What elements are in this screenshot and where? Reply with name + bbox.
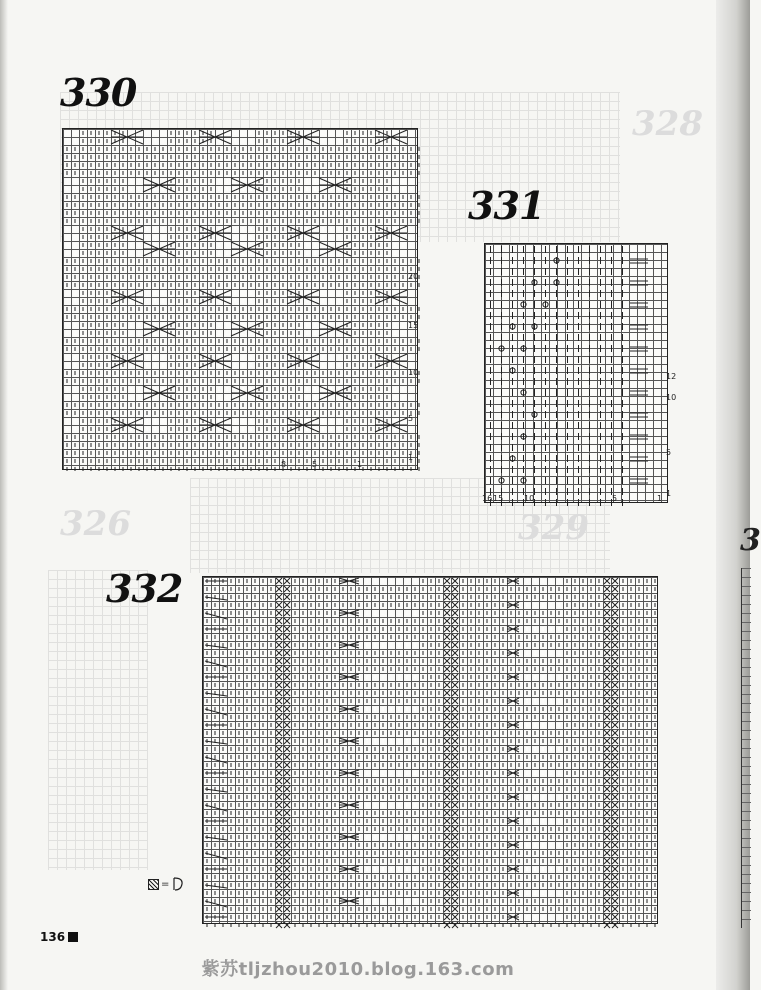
diagonal-stitch-symbol — [205, 693, 227, 696]
diagonal-stitch-symbol — [205, 853, 227, 859]
chart-330-col-8: 8 — [281, 460, 287, 469]
page-number-square-icon — [68, 932, 78, 942]
chart-330-grid — [62, 128, 418, 470]
diagonal-stitch-symbol — [205, 837, 227, 840]
ghost-label-326: 326 — [60, 504, 131, 544]
diagonal-stitch-symbol — [205, 901, 227, 907]
next-chart-number-edge: 3 — [740, 523, 761, 558]
chart-330-stitch-symbols — [63, 129, 417, 469]
chart-330-col-1: 1 — [357, 460, 363, 469]
chart-331-col-10: 10 — [524, 494, 535, 503]
chart-330-title: 330 — [60, 70, 137, 115]
ghost-label-328: 328 — [632, 104, 703, 144]
blog-watermark: 紫苏tljzhou2010.blog.163.com — [201, 959, 515, 980]
chart-330-row-5: 5 — [408, 414, 414, 423]
chart-330-row-15: 15 — [408, 321, 419, 330]
chart-331-title: 331 — [468, 183, 545, 228]
page-number-text: 136 — [40, 930, 66, 944]
diagonal-stitch-symbol — [205, 789, 227, 792]
diagonal-stitch-symbol — [205, 709, 227, 715]
chart-331-col-15: 15 — [493, 494, 504, 503]
chart-331-stitch-symbols — [485, 244, 667, 502]
cross-stitch-legend-icon — [148, 879, 159, 890]
diagonal-stitch-symbol — [205, 757, 227, 763]
chart-331-col-5: 5 — [612, 494, 618, 503]
chart-331-col-1: 1 — [657, 494, 663, 503]
diagonal-stitch-symbol — [205, 885, 227, 888]
legend-equals: = — [161, 878, 170, 890]
page-left-edge — [0, 0, 8, 990]
loop-stitch-legend-icon — [171, 876, 185, 892]
chart-331-row-10: 10 — [666, 393, 677, 402]
chart-331-row-5: 5 — [666, 448, 672, 457]
chart-331-grid — [484, 243, 668, 503]
next-chart-grid-edge — [741, 568, 751, 928]
chart-331-row-1: 1 — [666, 489, 672, 498]
page-number — [40, 930, 78, 944]
ghost-label-329: 329 — [518, 508, 589, 548]
chart-330-row-20: 20 — [408, 272, 419, 281]
diagonal-stitch-symbol — [205, 741, 227, 744]
chart-330-row-10: 10 — [408, 368, 419, 377]
chart-332-symbol-legend — [148, 876, 185, 892]
diagonal-stitch-symbol — [205, 645, 227, 648]
diagonal-stitch-symbol — [205, 661, 227, 667]
diagonal-stitch-symbol — [205, 597, 227, 600]
chart-331-row-12: 12 — [666, 372, 677, 381]
chart-332-stitch-symbols — [203, 577, 657, 923]
ghost-grid-left — [48, 570, 148, 870]
chart-330-row-1: 1 — [408, 453, 414, 462]
chart-332-grid — [202, 576, 658, 924]
diagonal-stitch-symbol — [205, 613, 227, 619]
diagonal-stitch-symbol — [205, 805, 227, 811]
chart-331-col-16: 16 — [482, 494, 493, 503]
chart-330-col-5: 5 — [312, 460, 318, 469]
chart-332-title: 332 — [106, 566, 183, 611]
